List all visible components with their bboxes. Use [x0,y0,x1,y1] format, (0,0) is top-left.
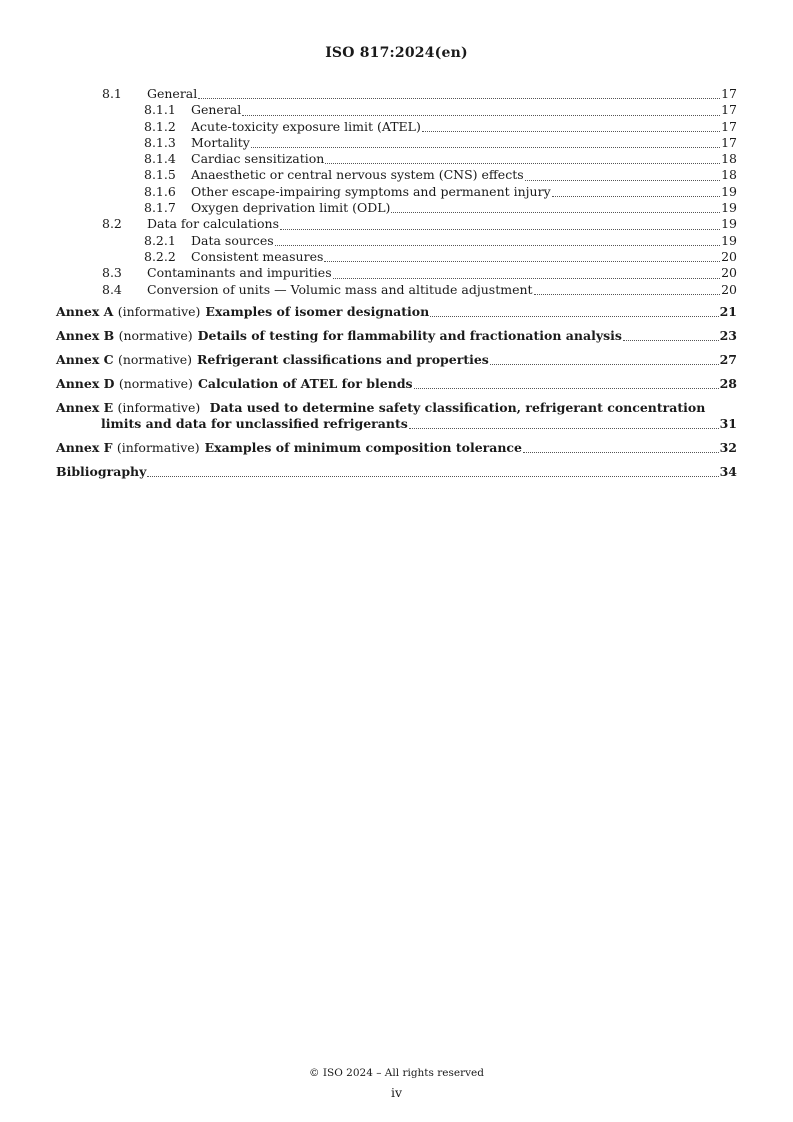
toc-page: 17 [721,86,737,101]
toc-page: 34 [719,463,737,479]
toc-page: 31 [719,415,737,431]
toc-page: 19 [721,183,737,199]
table-of-contents [56,86,737,480]
toc-title: Acute-toxicity exposure limit (ATEL) [191,118,421,134]
toc-page: 19 [721,232,737,248]
toc-entry-8-1-4[interactable] [56,151,737,167]
annex-title: Examples of isomer designation [205,303,430,319]
dot-leader [391,212,720,213]
dot-leader [198,98,720,99]
toc-title: General [147,86,198,101]
toc-entry-annex-a[interactable] [56,304,737,320]
annex-label: Annex F [56,439,113,455]
page-number: iv [390,1085,403,1100]
toc-number: 8.1.1 [144,102,176,118]
toc-entry-8-2-2[interactable] [56,249,737,265]
toc-page: 32 [719,439,737,455]
toc-number: 8.1.3 [144,134,176,150]
toc-title: Consistent measures [191,248,324,264]
toc-page: 27 [719,351,737,367]
dot-leader [552,196,720,197]
toc-title: General [191,102,242,118]
dot-leader [523,452,719,453]
toc-title: Conversion of units — Volumic mass and altitude adjustment [147,281,533,297]
annex-label: Annex E [56,399,114,415]
annex-kind: (informative) [116,439,200,455]
toc-number: 8.1.4 [144,151,176,167]
toc-page: 19 [721,200,737,216]
toc-entry-8-1-2[interactable] [56,119,737,135]
annex-title: Details of testing for flammability and fractionation analysis [197,327,622,343]
toc-number: 8.4 [102,281,122,297]
dot-leader [275,245,720,246]
annex-kind: (normative) [117,351,193,367]
toc-entry-8-2-1[interactable] [56,233,737,249]
dot-leader [534,294,721,295]
dot-leader [333,278,720,279]
annex-title-line2: limits and data for unclassified refrigerants [101,415,408,431]
dot-leader [242,115,720,116]
dot-leader [147,476,718,477]
toc-title: Contaminants and impurities [147,265,332,281]
toc-entry-8-1-5[interactable] [56,167,737,183]
toc-number: 8.1 [102,86,122,101]
toc-page: 18 [721,167,737,183]
annex-label: Annex D [56,375,115,391]
toc-number: 8.1.7 [144,200,176,216]
copyright-notice: © ISO 2024 – All rights reserved [309,1067,484,1079]
bibliography-title: Bibliography [56,463,147,479]
toc-number: 8.1.5 [144,167,176,183]
toc-number: 8.1.2 [144,118,176,134]
toc-entry-bibliography[interactable] [56,464,737,480]
toc-entry-8-1-7[interactable] [56,200,737,216]
dot-leader [251,147,720,148]
toc-title: Mortality [191,134,250,150]
toc-page: 28 [719,375,737,391]
toc-entry-annex-c[interactable] [56,352,737,368]
toc-number: 8.2 [102,216,122,232]
toc-page: 21 [719,303,737,319]
dot-leader [280,229,720,230]
annex-title: Refrigerant classifications and properties [197,351,489,367]
toc-number: 8.3 [102,265,122,281]
toc-entry-8-2[interactable] [56,216,737,232]
annex-kind: (normative) [118,327,193,343]
dot-leader [324,261,720,262]
dot-leader [525,180,720,181]
toc-entry-8-1-6[interactable] [56,184,737,200]
annex-title-line1: Data used to determine safety classification, refrigerant concentration [209,399,706,415]
toc-page: 23 [719,327,737,343]
annex-kind: (normative) [118,375,193,391]
dot-leader [623,340,719,341]
annex-title: Calculation of ATEL for blends [197,375,413,391]
dot-leader [409,428,719,429]
toc-title: Data sources [191,232,274,248]
dot-leader [414,388,719,389]
annex-kind: (informative) [117,303,201,319]
toc-page: 17 [721,102,737,118]
toc-page: 20 [721,265,737,281]
dot-leader [422,131,720,132]
annex-title: Examples of minimum composition tolerance [204,439,522,455]
toc-entry-annex-d[interactable] [56,376,737,392]
toc-number: 8.2.2 [144,248,176,264]
dot-leader [490,364,719,365]
toc-entry-8-4[interactable] [56,282,737,298]
toc-page: 17 [721,134,737,150]
toc-number: 8.2.1 [144,232,176,248]
toc-entry-8-1-1[interactable] [56,102,737,118]
toc-page: 20 [721,281,737,297]
toc-page: 19 [721,216,737,232]
toc-entry-8-1[interactable] [56,86,737,102]
toc-page: 20 [721,248,737,264]
toc-title: Anaesthetic or central nervous system (CNS) effects [191,167,524,183]
toc-title: Other escape-impairing symptoms and permanent injury [191,183,551,199]
toc-title: Data for calculations [147,216,279,232]
annex-label: Annex A [56,303,114,319]
annex-label: Annex C [56,351,114,367]
toc-entry-8-3[interactable] [56,265,737,281]
toc-entry-annex-e[interactable] [56,400,737,432]
toc-page: 18 [721,151,737,167]
toc-number: 8.1.6 [144,183,176,199]
annex-label: Annex B [56,327,115,343]
annex-kind: (informative) [117,399,201,415]
toc-entry-8-1-3[interactable] [56,135,737,151]
toc-entry-annex-f[interactable] [56,440,737,456]
toc-entry-annex-b[interactable] [56,328,737,344]
toc-page: 17 [721,118,737,134]
dot-leader [430,316,718,317]
dot-leader [325,163,720,164]
document-header: ISO 817:2024(en) [325,45,468,61]
toc-title: Cardiac sensitization [191,151,325,167]
toc-title: Oxygen deprivation limit (ODL) [191,200,391,216]
